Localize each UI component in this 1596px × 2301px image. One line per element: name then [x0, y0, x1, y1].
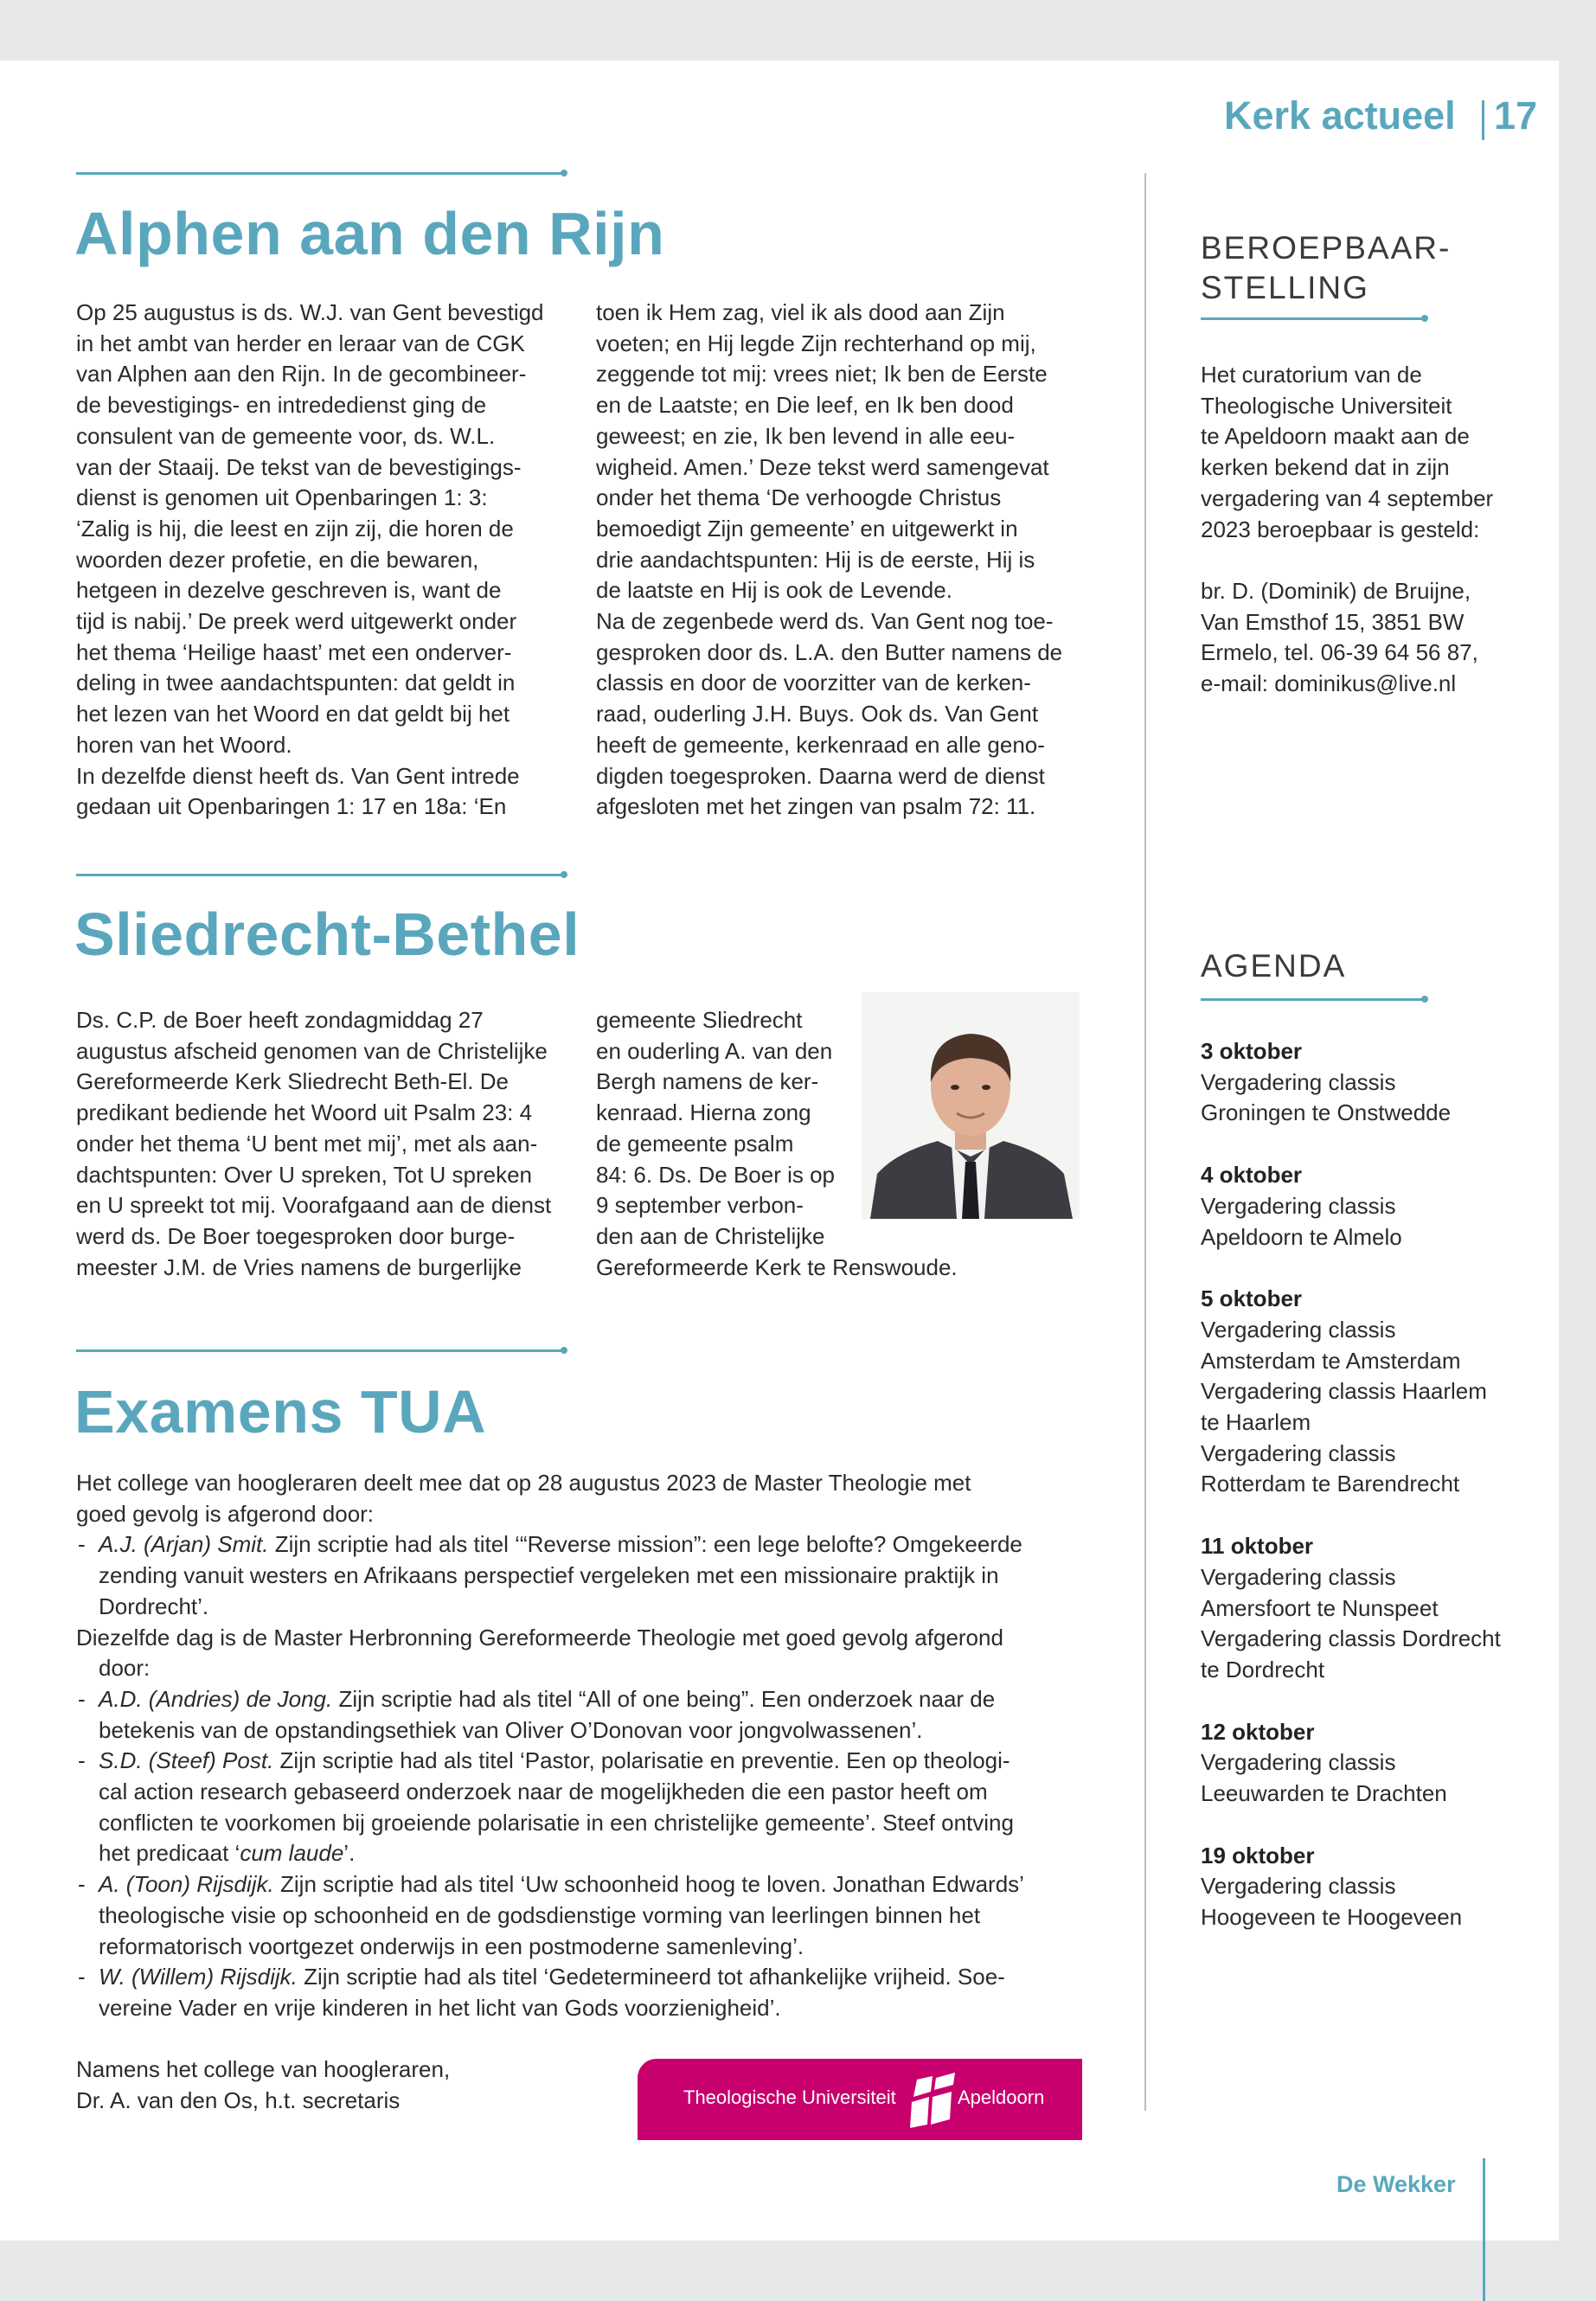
footer-publication: De Wekker [1336, 2171, 1456, 2197]
text-line: de bevestigings- en intrededienst ging de [76, 392, 487, 419]
text-line: dachtspunten: Over U spreken, Tot U spreken [76, 1161, 533, 1188]
portrait-illustration [862, 992, 1080, 1219]
text-line: heeft de gemeente, kerkenraad en alle geno- [596, 731, 1045, 758]
text-line: Vergadering classis Haarlem [1201, 1378, 1487, 1405]
text-line: ‘Zalig is hij, die leest en zijn zij, die horen de [76, 515, 514, 542]
text-line: Zijn scriptie had als titel ‘Pastor, polarisatie en preventie. Een op theologi- [273, 1747, 1010, 1774]
text-line: 2023 beroepbaar is gesteld: [1201, 516, 1480, 542]
text-line: Gereformeerde Kerk te Renswoude. [596, 1253, 958, 1280]
text-line: In dezelfde dienst heeft ds. Van Gent intrede [76, 762, 520, 789]
footer-divider [1483, 2158, 1485, 2301]
text-line: Dr. A. van den Os, h.t. secretaris [76, 2086, 401, 2113]
column-divider [1144, 173, 1146, 2111]
article-alphen-col1 [76, 298, 578, 823]
logo-text-right: Apeldoorn [958, 2086, 1045, 2108]
signature [76, 2054, 561, 2116]
text-line: het lezen van het Woord en dat geldt bij het [76, 701, 510, 727]
text-line: Het college van hoogleraren deelt mee dat op 28 augustus 2023 de Master Theologie met [76, 1470, 971, 1496]
tua-logo [638, 2059, 1082, 2140]
graduate-name: A. (Toon) Rijsdijk. [99, 1871, 274, 1898]
text-line: de gemeente psalm [596, 1130, 794, 1157]
text-line: Zijn scriptie had als titel ‘“Reverse mission”: een lege belofte? Omgekeerde [268, 1531, 1022, 1558]
list-item [76, 1684, 1123, 1746]
text-line: gesproken door ds. L.A. den Butter namens de [596, 638, 1063, 665]
text-line: van der Staaij. De tekst van de bevestigings- [76, 453, 522, 480]
article-title-alphen: Alphen aan den Rijn [74, 200, 665, 267]
text-line: Vergadering classis Dordrecht [1201, 1625, 1501, 1652]
text-line: Gereformeerde Kerk Sliedrecht Beth-El. De [76, 1068, 509, 1095]
graduates-list-theology [76, 1529, 1123, 1622]
text-line: reformatorisch voortgezet onderwijs in een postmoderne samenleving’. [99, 1932, 804, 1959]
text-line: voeten; en Hij legde Zijn rechterhand op mij, [596, 330, 1036, 356]
text-line: goed gevolg is afgerond door: [76, 1500, 375, 1527]
agenda-date: 3 oktober [1201, 1038, 1303, 1064]
text-line: kenraad. Hierna zong [596, 1099, 811, 1126]
text-line: Vergadering classis [1201, 1316, 1396, 1343]
agenda-list [1201, 1036, 1555, 1965]
text-line: onder het thema ‘U bent met mij’, met als aan- [76, 1130, 538, 1157]
section-rule [76, 172, 565, 175]
article-examens-body [76, 1468, 1123, 2024]
text-line: drie aandachtspunten: Hij is de eerste, Hij is [596, 546, 1035, 573]
text-line: Amsterdam te Amsterdam [1201, 1347, 1461, 1374]
text-line: geweest; en zie, Ik ben levend in alle eeu- [596, 422, 1016, 449]
text-line: gemeente Sliedrecht [596, 1007, 803, 1033]
text-line: en ouderling A. van den [596, 1037, 833, 1064]
graduate-name: W. (Willem) Rijsdijk. [99, 1964, 298, 1990]
article-title-examens: Examens TUA [74, 1378, 487, 1445]
text-line: 84: 6. Ds. De Boer is op [596, 1161, 836, 1188]
article-sliedrecht-col1 [76, 1005, 586, 1283]
text-line: br. D. (Dominik) de Bruijne, [1201, 577, 1471, 604]
text-line: e-mail: dominikus@live.nl [1201, 670, 1457, 697]
text-line: Vergadering classis [1201, 1068, 1396, 1095]
beroepbaar-body [1201, 360, 1547, 700]
page-number: 17 [1494, 93, 1538, 138]
text-line: hetgeen in dezelve geschreven is, want de [76, 577, 502, 604]
text-line: woorden dezer profetie, en die bewaren, [76, 546, 479, 573]
text-line: Vergadering classis [1201, 1439, 1396, 1466]
heading-line: BEROEPBAAR- [1201, 230, 1452, 266]
text-line: Zijn scriptie had als titel “All of one being”. Een onderzoek naar de [332, 1685, 996, 1712]
text-line: van Alphen aan den Rijn. In de gecombineer- [76, 361, 527, 388]
text-line: en de Laatste; en Die leef, en Ik ben dood [596, 392, 1014, 419]
text-line: het thema ‘Heilige haast’ met een onderver- [76, 638, 512, 665]
text-line: wigheid. Amen.’ Deze tekst werd samengevat [596, 453, 1049, 480]
header-divider [1482, 100, 1484, 140]
text-line: Vergadering classis [1201, 1873, 1396, 1900]
text-line: consulent van de gemeente voor, ds. W.L. [76, 422, 496, 449]
text-line: bemoedigt Zijn gemeente’ en uitgewerkt in [596, 515, 1018, 542]
text-line: te Dordrecht [1201, 1656, 1325, 1682]
text-line: het predicaat ‘ [99, 1840, 240, 1867]
agenda-item [1201, 1531, 1555, 1686]
text-line: Apeldoorn te Almelo [1201, 1223, 1402, 1250]
text-line: en U spreekt tot mij. Voorafgaand aan de dienst [76, 1192, 552, 1219]
text-line: vergadering van 4 september [1201, 484, 1494, 511]
text-line: conflicten te voorkomen bij groeiende polarisatie in een christelijke gemeente’. Steef ontving [99, 1809, 1014, 1836]
text-line: te Haarlem [1201, 1409, 1311, 1436]
text-line: deling in twee aandachtspunten: dat geldt in [76, 670, 516, 696]
text-line: betekenis van de opstandingsethiek van Oliver O’Donovan voor jongvolwassenen’. [99, 1716, 923, 1743]
text-line: Dordrecht’. [99, 1593, 209, 1619]
agenda-item [1201, 1717, 1555, 1810]
graduate-name: S.D. (Steef) Post. [99, 1747, 274, 1774]
article-alphen-col2 [596, 298, 1098, 823]
agenda-date: 19 oktober [1201, 1842, 1315, 1868]
text-line: vereine Vader en vrije kinderen in het licht van Gods voorzienigheid’. [99, 1994, 781, 2021]
text-line: Ds. C.P. de Boer heeft zondagmiddag 27 [76, 1007, 484, 1033]
text-line: digden toegesproken. Daarna werd de dienst [596, 762, 1045, 789]
article-title-sliedrecht: Sliedrecht-Bethel [74, 901, 580, 968]
text-line: Bergh namens de ker- [596, 1068, 819, 1095]
text-line: classis en door de voorzitter van de kerken- [596, 670, 1031, 696]
sidebar-heading-beroepbaar [1201, 228, 1451, 308]
tua-logo-icon [907, 2071, 958, 2131]
list-item [76, 1746, 1123, 1869]
portrait-photo [862, 992, 1080, 1219]
text-line: horen van het Woord. [76, 731, 292, 758]
text-line: Het curatorium van de [1201, 362, 1422, 388]
text-line: Zijn scriptie had als titel ‘Uw schoonheid hoog te loven. Jonathan Edwards’ [273, 1871, 1024, 1898]
agenda-date: 4 oktober [1201, 1162, 1303, 1189]
text-line: meester J.M. de Vries namens de burgerlijke [76, 1253, 522, 1280]
sidebar-rule [1201, 317, 1426, 320]
agenda-date: 5 oktober [1201, 1285, 1303, 1312]
text-line: werd ds. De Boer toegesproken door burge- [76, 1222, 516, 1249]
section-title: Kerk actueel [1224, 93, 1456, 138]
text-line: Van Emsthof 15, 3851 BW [1201, 608, 1465, 635]
text-line: dienst is genomen uit Openbaringen 1: 3: [76, 484, 488, 511]
graduate-name: A.D. (Andries) de Jong. [99, 1685, 333, 1712]
section-rule [76, 874, 565, 876]
agenda-item [1201, 1841, 1555, 1933]
text-line: cal action research gebaseerd onderzoek naar de mogelijkheden die een pastor heeft om [99, 1779, 988, 1805]
graduate-name: A.J. (Arjan) Smit. [99, 1531, 269, 1558]
text-line: Zijn scriptie had als titel ‘Gedetermineerd tot afhankelijke vrijheid. Soe- [297, 1964, 1005, 1990]
agenda-date: 11 oktober [1201, 1533, 1314, 1560]
text-line: Namens het college van hoogleraren, [76, 2056, 451, 2082]
text-line: de laatste en Hij is ook de Levende. [596, 577, 952, 604]
agenda-item [1201, 1284, 1555, 1500]
heading-line: STELLING [1201, 270, 1369, 305]
agenda-item [1201, 1036, 1555, 1129]
text-line: Theologische Universiteit [1201, 392, 1452, 419]
text-line: zeggende tot mij: vrees niet; Ik ben de Eerste [596, 361, 1048, 388]
text-line: Hoogeveen te Hoogeveen [1201, 1904, 1463, 1931]
text-line: door: [99, 1655, 151, 1682]
text-line: Vergadering classis [1201, 1749, 1396, 1776]
sidebar-heading-agenda: AGENDA [1201, 948, 1347, 984]
text-line: den aan de Christelijke [596, 1222, 825, 1249]
text-line: afgesloten met het zingen van psalm 72: 11. [596, 793, 1036, 820]
text-line: augustus afscheid genomen van de Christelijke [76, 1037, 548, 1064]
list-item [76, 1869, 1123, 1962]
logo-text-left: Theologische Universiteit [683, 2086, 896, 2108]
honor-predicate: cum laude [240, 1840, 344, 1867]
text-line: in het ambt van herder en leraar van de CGK [76, 330, 525, 356]
text-line: Rotterdam te Barendrecht [1201, 1471, 1460, 1497]
text-line: raad, ouderling J.H. Buys. Ook ds. Van Gent [596, 701, 1039, 727]
text-line: Groningen te Onstwedde [1201, 1099, 1452, 1126]
text-line: 9 september verbon- [596, 1192, 804, 1219]
text-line: Na de zegenbede werd ds. Van Gent nog toe- [596, 608, 1054, 635]
text-line: Diezelfde dag is de Master Herbronning Gereformeerde Theologie met goed gevolg afgerond [76, 1624, 1003, 1650]
text-line: kerken bekend dat in zijn [1201, 454, 1450, 481]
text-line: tijd is nabij.’ De preek werd uitgewerkt onder [76, 608, 517, 635]
text-line: te Apeldoorn maakt aan de [1201, 423, 1470, 450]
agenda-date: 12 oktober [1201, 1718, 1315, 1745]
sidebar-rule [1201, 998, 1426, 1001]
text-line: zending vanuit westers en Afrikaans perspectief vergeleken met een missionaire praktijk in [99, 1562, 999, 1589]
section-header [1224, 93, 1456, 138]
text-line: toen ik Hem zag, viel ik als dood aan Zijn [596, 299, 1005, 325]
graduates-list-herbronning [76, 1684, 1123, 2024]
section-rule [76, 1349, 565, 1352]
text-line: Amersfoort te Nunspeet [1201, 1594, 1439, 1621]
text-line: gedaan uit Openbaringen 1: 17 en 18a: ‘En [76, 793, 507, 820]
text-line: onder het thema ‘De verhoogde Christus [596, 484, 1002, 511]
text-line: Leeuwarden te Drachten [1201, 1780, 1447, 1807]
text-line: Op 25 augustus is ds. W.J. van Gent bevestigd [76, 299, 544, 325]
text-line: theologische visie op schoonheid en de godsdienstige vorming van leerlingen binnen het [99, 1901, 981, 1928]
text-line: Vergadering classis [1201, 1192, 1396, 1219]
text-line: Vergadering classis [1201, 1563, 1396, 1590]
text-line: predikant bediende het Woord uit Psalm 23: 4 [76, 1099, 533, 1126]
agenda-item [1201, 1160, 1555, 1253]
text-line: ’. [343, 1840, 356, 1867]
list-item [76, 1962, 1123, 2023]
text-line: Ermelo, tel. 06-39 64 56 87, [1201, 639, 1478, 666]
list-item [76, 1529, 1123, 1622]
